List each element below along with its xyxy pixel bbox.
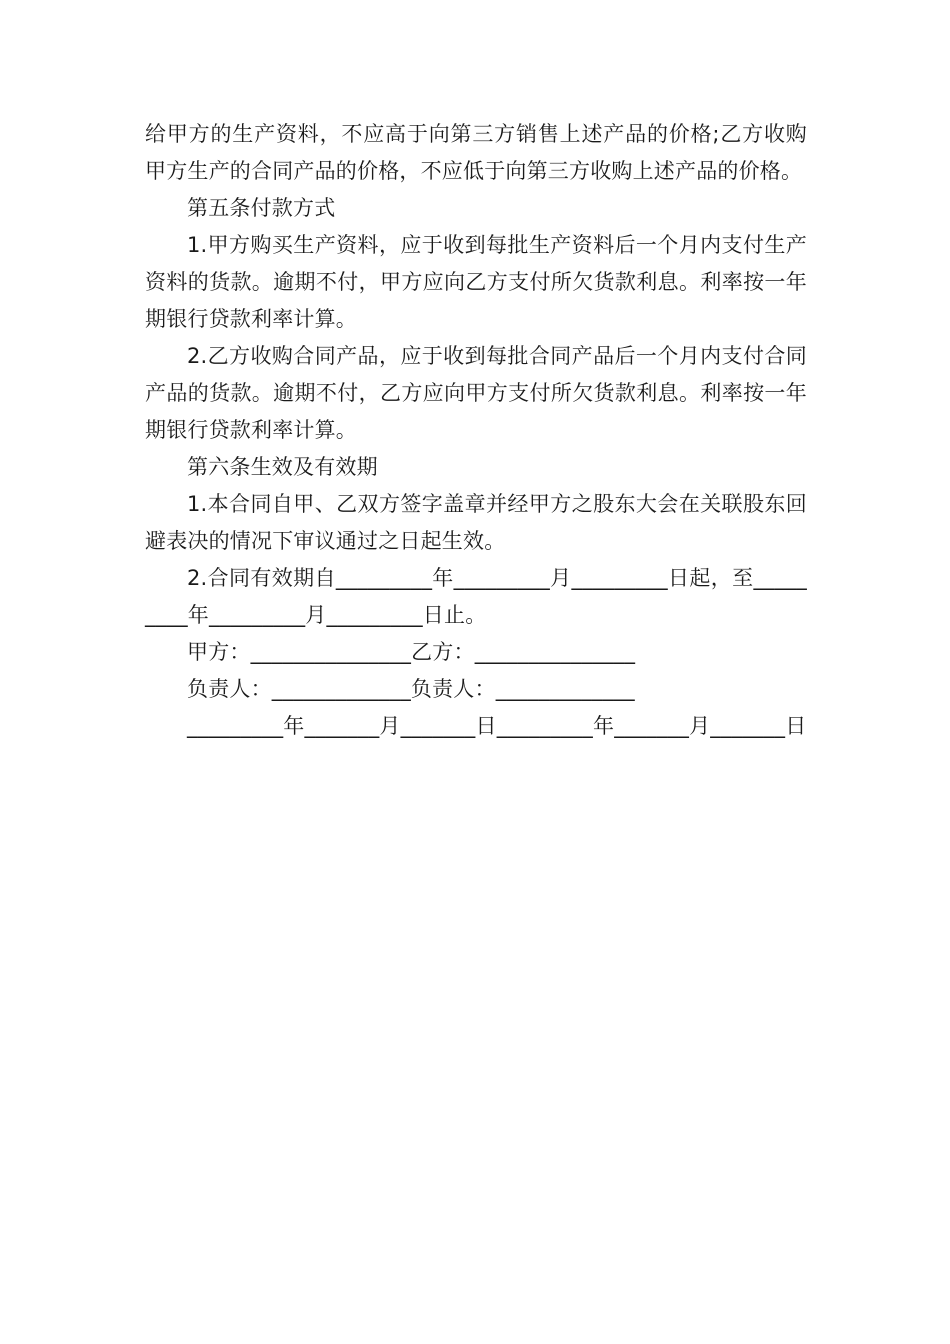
document-page: [145, 116, 807, 745]
signature-responsible-line: 负责人：_____________负责人：_____________: [187, 677, 635, 701]
heading-article-5-payment: 第五条付款方式: [187, 196, 336, 220]
signature-date-line: _________年_______月_______日_________年_______月_______日: [187, 714, 807, 738]
paragraph-article-6-item-1: 1.本合同自甲、乙双方签字盖章并经甲方之股东大会在关联股东回避表决的情况下审议通过之日起生效。: [145, 492, 807, 553]
signature-parties-line: 甲方：_______________乙方：_______________: [187, 640, 636, 664]
paragraph-price-clause-continued: 给甲方的生产资料，不应高于向第三方销售上述产品的价格;乙方收购甲方生产的合同产品的价格，不应低于向第三方收购上述产品的价格。: [145, 122, 807, 183]
paragraph-article-5-item-1: 1.甲方购买生产资料，应于收到每批生产资料后一个月内支付生产资料的货款。逾期不付，甲方应向乙方支付所欠货款利息。利率按一年期银行贷款利率计算。: [145, 233, 807, 331]
paragraph-article-6-item-2: 2.合同有效期自_________年_________月_________日起，至_________年_________月_________日止。: [145, 566, 807, 627]
paragraph-article-5-item-2: 2.乙方收购合同产品，应于收到每批合同产品后一个月内支付合同产品的货款。逾期不付，乙方应向甲方支付所欠货款利息。利率按一年期银行贷款利率计算。: [145, 344, 807, 442]
heading-article-6-validity: 第六条生效及有效期: [187, 455, 378, 479]
